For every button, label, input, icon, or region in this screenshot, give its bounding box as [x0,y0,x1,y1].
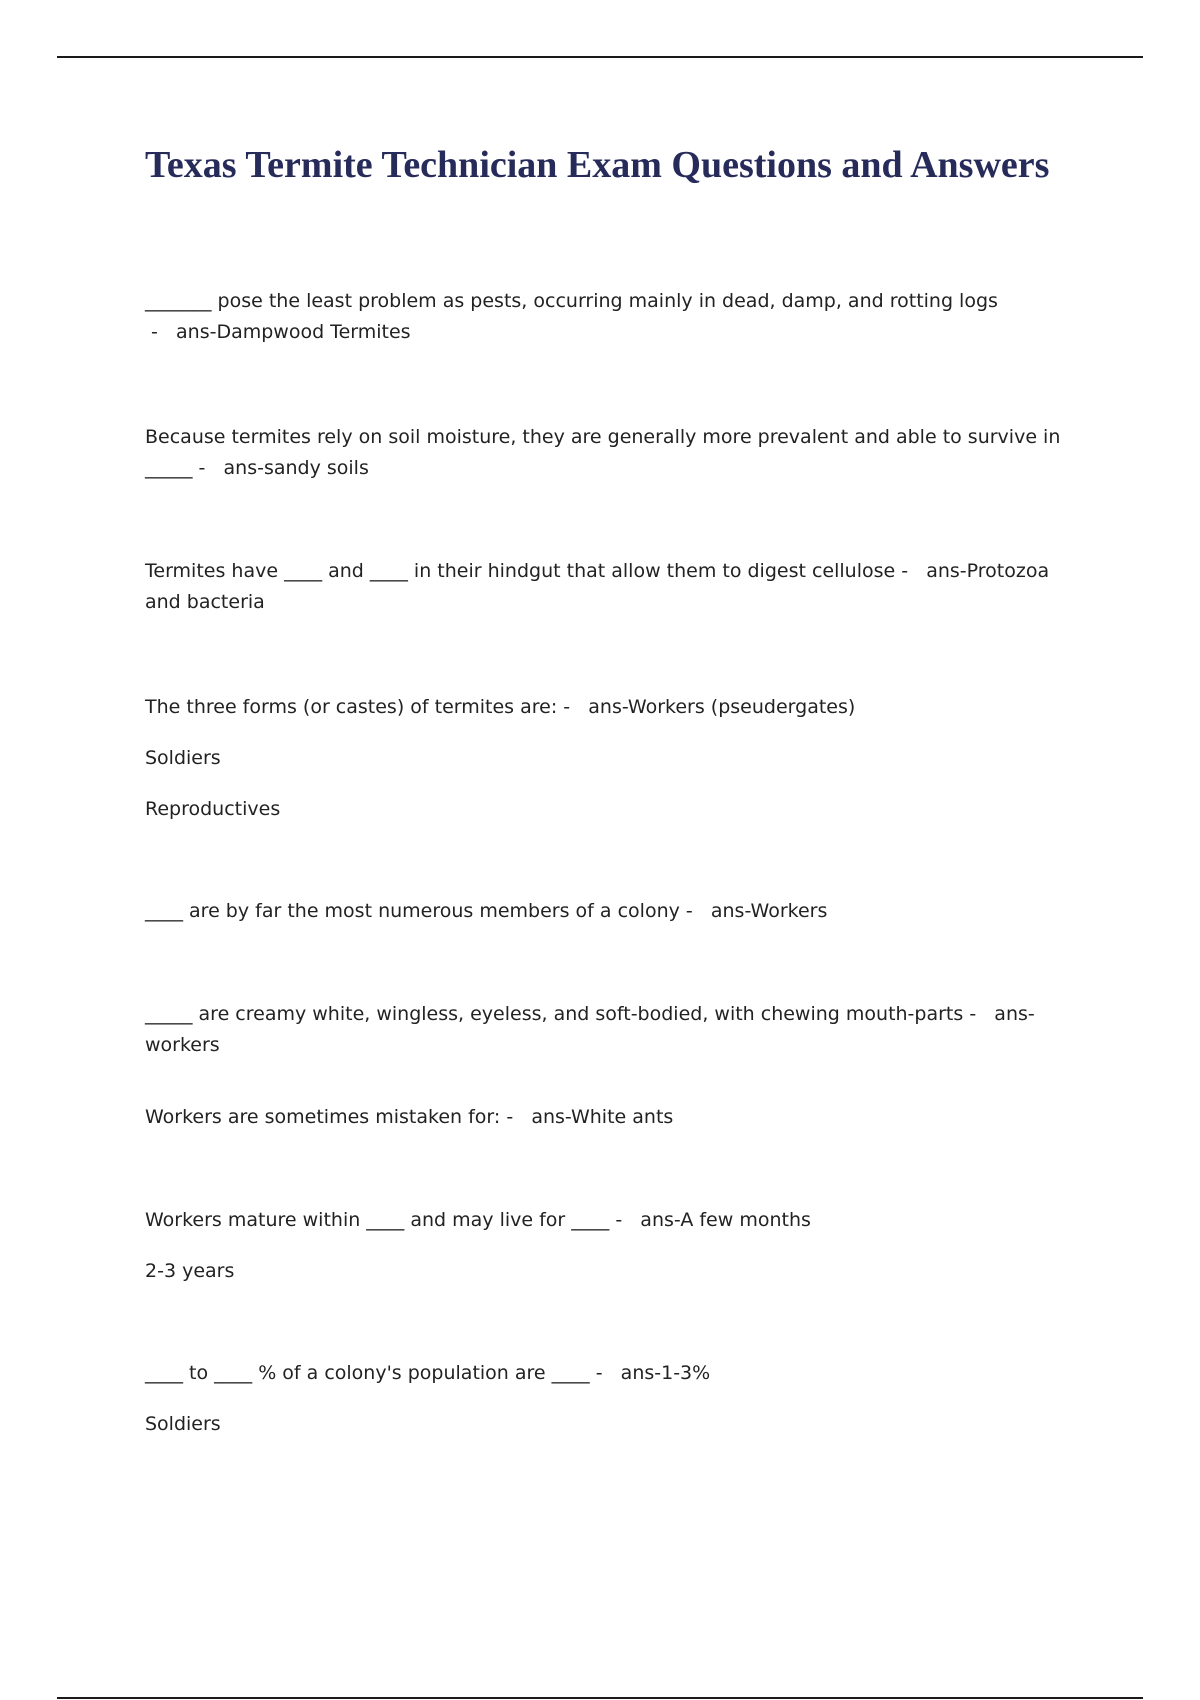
answer-separator: - [192,457,224,479]
answer-continuation: Reproductives [145,798,281,820]
answer-continuation: Soldiers [145,747,221,769]
answer-text: ans-White ants [531,1106,674,1128]
qa-item-4 [145,692,1065,825]
question-text: ____ are by far the most numerous members of a colony [145,900,680,922]
answer-text: ans-A few months [640,1209,811,1231]
question-text: Because termites rely on soil moisture, they are generally more prevalent and able to survive in _____ [145,426,1061,479]
question-text: The three forms (or castes) of termites are: [145,696,558,718]
answer-text: ans-Workers [710,900,828,922]
question-text: Workers mature within ____ and may live for ____ [145,1209,610,1231]
footer-rule [57,1697,1143,1699]
qa-question-answer [145,1358,1065,1389]
header-rule [57,56,1143,58]
qa-item-1 [145,286,1065,348]
qa-question-answer [145,286,1065,348]
qa-question-answer [145,896,1065,927]
answer-separator: - [500,1106,532,1128]
qa-item-8 [145,1205,1065,1287]
qa-item-5 [145,896,1065,927]
question-text: ____ to ____ % of a colony's population are ____ [145,1362,590,1384]
qa-question-answer [145,692,1065,723]
answer-separator: - [589,1362,621,1384]
qa-question-answer [145,422,1065,484]
answer-separator: - [895,560,927,582]
answer-text: ans-1-3% [620,1362,711,1384]
qa-question-answer [145,556,1065,618]
answer-continuation: Soldiers [145,1413,221,1435]
qa-question-answer [145,1205,1065,1236]
answer-separator: - [145,321,177,343]
answer-separator: - [609,1209,641,1231]
qa-question-answer [145,1102,1065,1133]
qa-item-9 [145,1358,1065,1440]
qa-item-2 [145,422,1065,484]
question-text: _______ pose the least problem as pests, occurring mainly in dead, damp, and rotting logs [145,290,998,312]
question-text: Termites have ____ and ____ in their hindgut that allow them to digest cellulose [145,560,896,582]
qa-question-answer [145,999,1065,1061]
answer-text: ans-sandy soils [223,457,369,479]
page-title: Texas Termite Technician Exam Questions and Answers [145,144,1050,186]
qa-item-6 [145,999,1065,1061]
answer-separator: - [679,900,711,922]
answer-continuation: 2-3 years [145,1260,235,1282]
answer-text: ans-Dampwood Termites [176,321,411,343]
qa-item-3 [145,556,1065,618]
answer-text: ans-Protozoa and bacteria [145,560,1050,613]
question-text: _____ are creamy white, wingless, eyeless, and soft-bodied, with chewing mouth-parts [145,1003,964,1025]
qa-item-7 [145,1102,1065,1133]
answer-text: ans-workers [145,1003,1035,1056]
answer-separator: - [963,1003,995,1025]
answer-text: ans-Workers (pseudergates) [588,696,856,718]
question-text: Workers are sometimes mistaken for: [145,1106,501,1128]
answer-separator: - [557,696,589,718]
